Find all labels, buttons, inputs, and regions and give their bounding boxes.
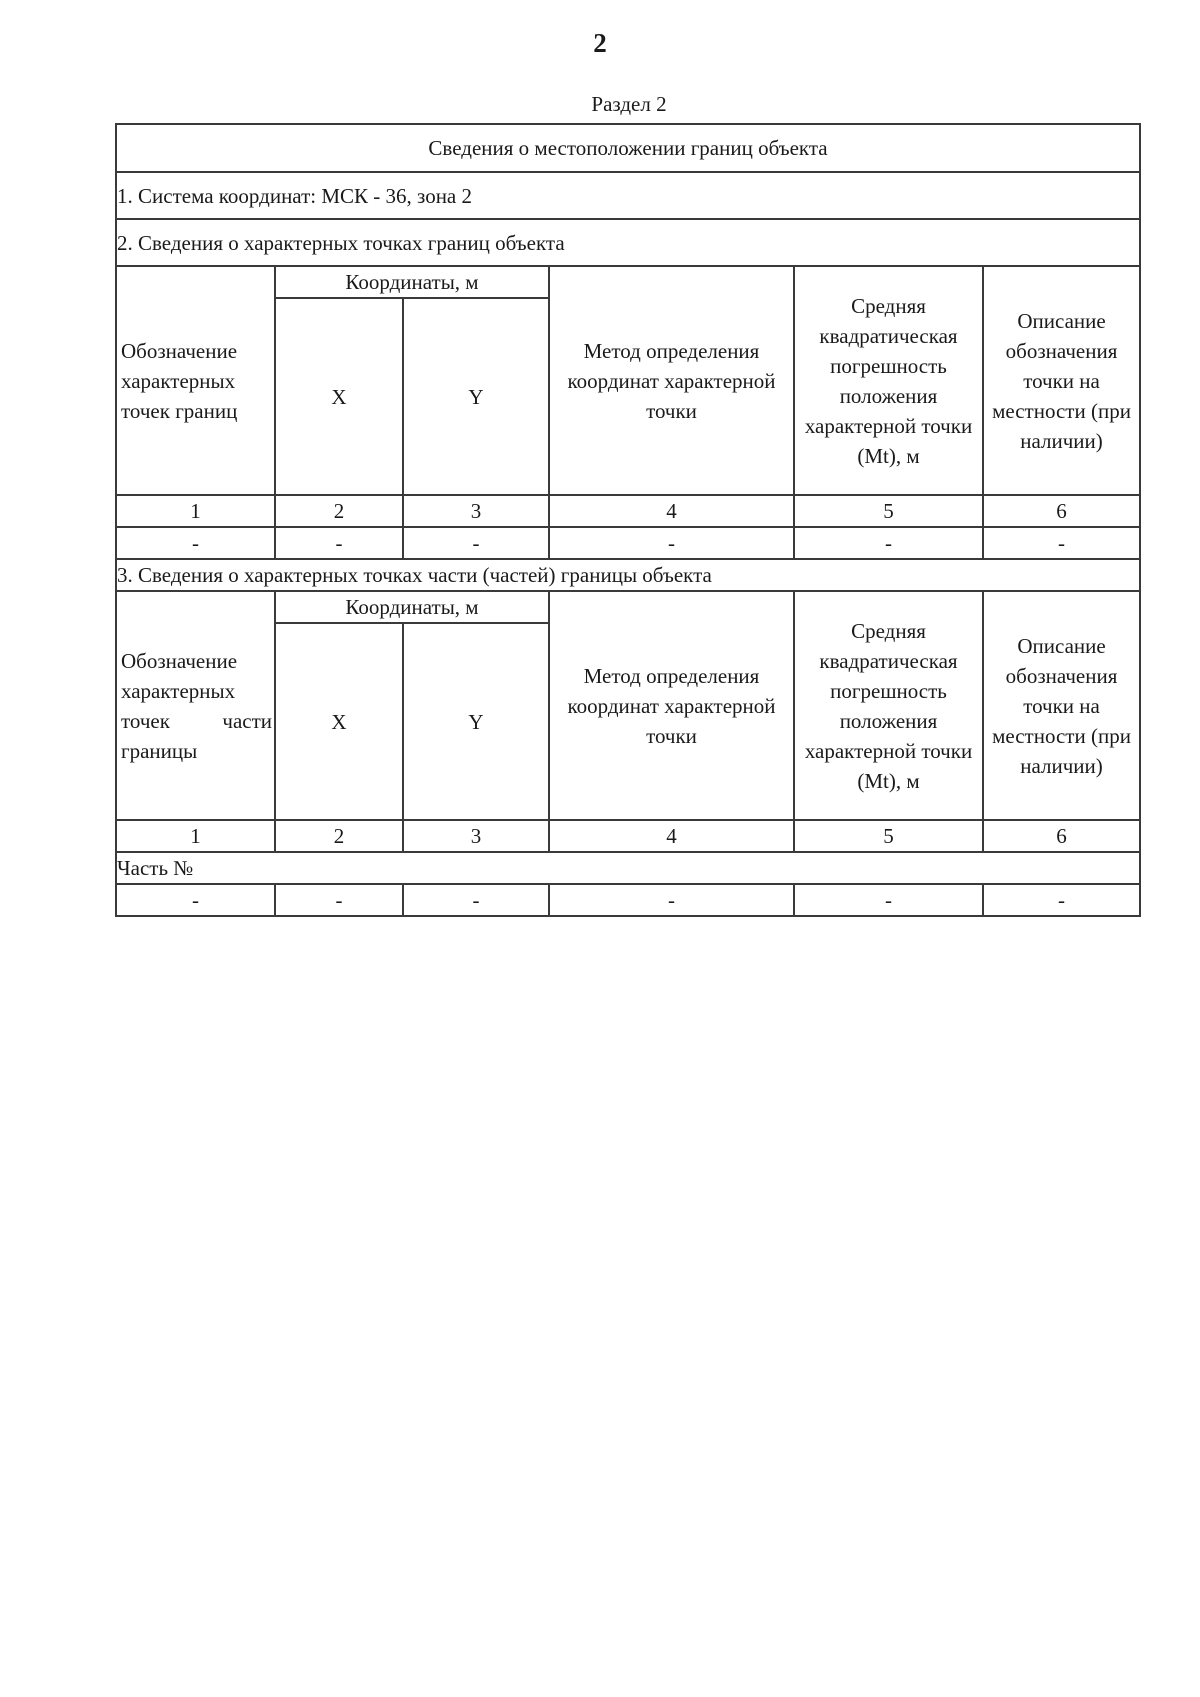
- column-number: 6: [983, 820, 1140, 852]
- s3-col-y: Y: [403, 623, 549, 820]
- table-cell: -: [403, 884, 549, 916]
- s3-col-coordinates: Координаты, м: [275, 591, 549, 623]
- table-cell: -: [275, 527, 403, 559]
- table-cell: -: [116, 527, 275, 559]
- column-number: 1: [116, 820, 275, 852]
- s2-col-designation: Обозначение характерных точек границ: [116, 266, 275, 495]
- page-number: 2: [593, 28, 607, 58]
- s2-col-error: Средняя квадратическая погрешность положения характерной точки (Mt), м: [794, 266, 983, 495]
- column-number: 5: [794, 495, 983, 527]
- s3-col-method: Метод определения координат характерной точки: [549, 591, 794, 820]
- table-cell: -: [549, 884, 794, 916]
- section2-heading: 2. Сведения о характерных точках границ объекта: [116, 219, 1140, 266]
- column-number: 2: [275, 820, 403, 852]
- section3-heading: 3. Сведения о характерных точках части (частей) границы объекта: [116, 559, 1140, 591]
- part-label: Часть №: [116, 852, 1140, 884]
- s2-col-y: Y: [403, 298, 549, 495]
- table-cell: -: [794, 527, 983, 559]
- s2-col-description: Описание обозначения точки на местности (при наличии): [983, 266, 1140, 495]
- column-number: 6: [983, 495, 1140, 527]
- column-number: 5: [794, 820, 983, 852]
- table-cell: -: [983, 884, 1140, 916]
- column-number: 4: [549, 495, 794, 527]
- s2-col-x: X: [275, 298, 403, 495]
- table-title: Сведения о местоположении границ объекта: [116, 124, 1140, 172]
- table-cell: -: [275, 884, 403, 916]
- section-label: Раздел 2: [591, 92, 667, 116]
- table-row: [116, 527, 1140, 559]
- s3-col-designation: Обозначение характерных точек части границы: [116, 591, 275, 820]
- s2-col-coordinates: Координаты, м: [275, 266, 549, 298]
- table-cell: -: [794, 884, 983, 916]
- column-number: 3: [403, 820, 549, 852]
- table-cell: -: [549, 527, 794, 559]
- s3-col-error: Средняя квадратическая погрешность положения характерной точки (Mt), м: [794, 591, 983, 820]
- s3-col-description: Описание обозначения точки на местности (при наличии): [983, 591, 1140, 820]
- table-cell: -: [983, 527, 1140, 559]
- column-number: 3: [403, 495, 549, 527]
- column-number: 2: [275, 495, 403, 527]
- s2-col-method: Метод определения координат характерной точки: [549, 266, 794, 495]
- coordinate-system: 1. Система координат: МСК - 36, зона 2: [116, 172, 1140, 219]
- s3-col-x: X: [275, 623, 403, 820]
- column-number: 4: [549, 820, 794, 852]
- boundary-table: [115, 123, 1141, 917]
- s2-column-numbers: [116, 495, 1140, 527]
- table-cell: -: [116, 884, 275, 916]
- s3-column-numbers: [116, 820, 1140, 852]
- table-row: [116, 884, 1140, 916]
- table-cell: -: [403, 527, 549, 559]
- column-number: 1: [116, 495, 275, 527]
